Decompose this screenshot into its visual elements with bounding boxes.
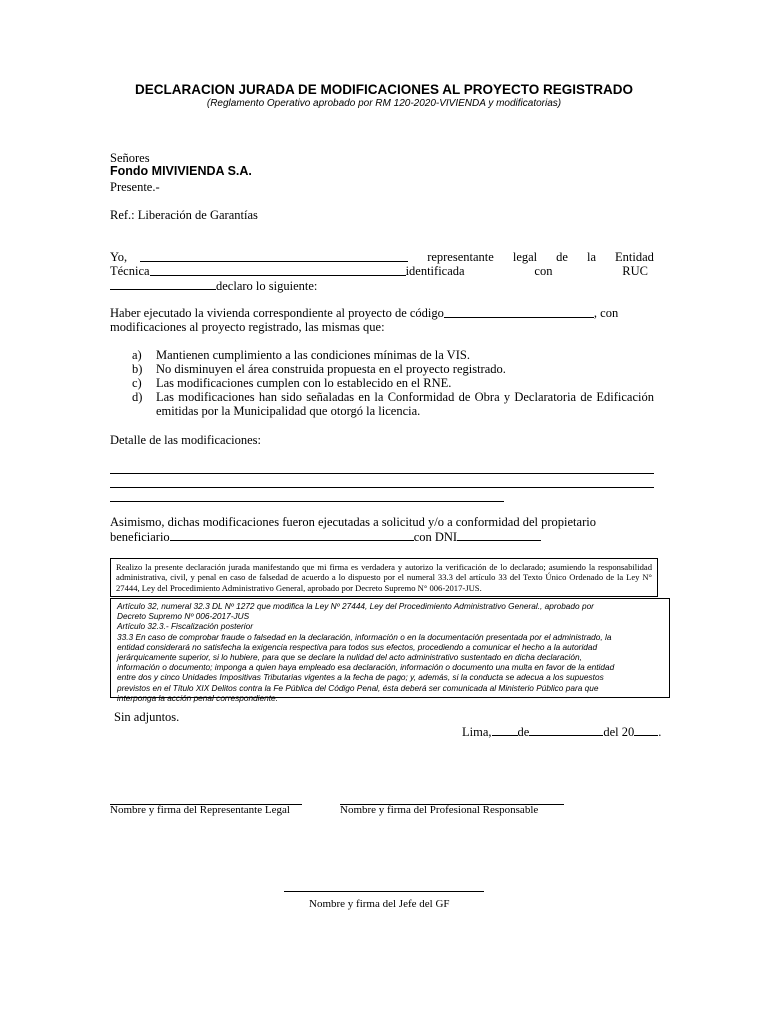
month-field[interactable] bbox=[529, 724, 603, 736]
name-field[interactable] bbox=[140, 250, 408, 262]
signature-line-jefe[interactable] bbox=[284, 891, 484, 892]
signature-label-legal-rep: Nombre y firma del Representante Legal bbox=[110, 804, 290, 816]
conditions-list bbox=[132, 348, 654, 418]
recipient-company: Fondo MIVIVIENDA S.A. bbox=[110, 164, 252, 178]
list-item bbox=[132, 362, 654, 376]
item-marker: a) bbox=[132, 348, 142, 362]
declarant-line-2 bbox=[110, 264, 654, 279]
word-legal: legal bbox=[512, 250, 538, 264]
item-text: Mantienen cumplimiento a las condiciones mínimas de la VIS. bbox=[156, 348, 470, 362]
law-line: interponga la acción penal correspondiente. bbox=[117, 692, 278, 703]
document-subtitle: (Reglamento Operativo aprobado por RM 120-2020-VIVIENDA y modificatorias) bbox=[206, 98, 562, 109]
presente: Presente.- bbox=[110, 180, 160, 194]
word-tecnica: Técnica bbox=[110, 264, 150, 278]
law-line: 33.3 En caso de comprobar fraude o falsedad en la declaración, información o en la documentación presentada por el administrado, la bbox=[117, 631, 612, 642]
law-line: entidad considerará no satisfecha la exigencia respectiva para todos sus efectos, procediendo a comunicar el hecho a la autoridad bbox=[117, 641, 598, 652]
word-del: del 20 bbox=[603, 725, 635, 739]
year-field[interactable] bbox=[634, 724, 658, 736]
law-line: previstos en el Título XIX Delitos contra la Fe Pública del Código Penal, ésta deberá ser comunicada al Ministerio Público para que bbox=[117, 682, 599, 693]
word-ruc: RUC bbox=[622, 264, 648, 278]
detail-line-3[interactable] bbox=[110, 501, 504, 502]
salutation: Señores bbox=[110, 151, 150, 165]
item-marker: b) bbox=[132, 362, 143, 376]
item-marker: c) bbox=[132, 376, 142, 390]
word-con: con bbox=[534, 264, 553, 278]
word-identificada: identificada bbox=[405, 264, 465, 278]
date-line bbox=[462, 724, 661, 740]
law-line: entre dos y cinco Unidades Impositivas Tributarias vigentes a la fecha de pago; y, además, si la conducta se adecua a los supuestos bbox=[117, 672, 604, 683]
item-text: No disminuyen el área construida propuesta en el proyecto registrado. bbox=[156, 362, 506, 376]
document-title: DECLARACION JURADA DE MODIFICACIONES AL PROYECTO REGISTRADO bbox=[134, 82, 634, 97]
law-line: jerárquicamente superior, si lo hubiere, para que se declare la nulidad del acto administrativo sustentado en dicha declaración, bbox=[117, 652, 582, 663]
list-item bbox=[132, 390, 654, 418]
statement-con: , con bbox=[593, 306, 619, 320]
entity-field[interactable] bbox=[150, 264, 406, 276]
word-de: de bbox=[556, 250, 568, 264]
law-line: Artículo 32.3.- Fiscalización posterior bbox=[117, 621, 254, 632]
word-con-dni: con DNI bbox=[413, 530, 458, 544]
reference: Ref.: Liberación de Garantías bbox=[110, 208, 258, 222]
date-period: . bbox=[658, 725, 662, 739]
signature-label-jefe: Nombre y firma del Jefe del GF bbox=[309, 898, 450, 910]
detail-line-2[interactable] bbox=[110, 487, 654, 488]
tecnica-group bbox=[110, 264, 465, 279]
item-text: Las modificaciones han sido señaladas en la Conformidad de Obra y Declaratoria de Edificación emitidas por la Municipalidad que otorgó la licencia. bbox=[156, 390, 654, 418]
law-reference-box bbox=[110, 598, 670, 703]
law-line: información o documento; imponga a quien haya empleado esa declaración, información o documento una multa en favor de la entidad bbox=[117, 662, 615, 673]
asimismo-line-1: Asimismo, dichas modificaciones fueron ejecutadas a solicitud y/o a conformidad del propietario bbox=[110, 515, 596, 529]
item-marker: d) bbox=[132, 390, 143, 404]
declaro-text: declaro lo siguiente: bbox=[216, 279, 318, 293]
statement-line-2: modificaciones al proyecto registrado, las mismas que: bbox=[110, 320, 385, 334]
declarant-line-1 bbox=[110, 250, 654, 265]
detalle-label: Detalle de las modificaciones: bbox=[110, 433, 261, 447]
declarant-line-3 bbox=[110, 278, 317, 294]
legal-declaration-box: Realizo la presente declaración jurada manifestando que mi firma es verdadera y autorizo la verificación de lo declarado; asumiendo la responsabilidad administrativa, civil, y penal en caso de falsedad de acuerdo a lo dispuesto por el numeral 33.3 del artículo 33 del Texto Único Ordenado de la Ley N° 27444, Ley del Procedimiento Administrativo General, aprobado por Decreto Supremo N° 006-2017-JUS. bbox=[110, 558, 658, 597]
signature-label-professional: Nombre y firma del Profesional Responsable bbox=[340, 804, 539, 816]
list-item bbox=[132, 348, 654, 362]
word-lima: Lima, bbox=[462, 725, 492, 739]
sin-adjuntos: Sin adjuntos. bbox=[114, 710, 180, 724]
asimismo-line-2 bbox=[110, 529, 541, 545]
law-line: Decreto Supremo Nº 006-2017-JUS bbox=[117, 611, 250, 622]
project-code-field[interactable] bbox=[444, 306, 594, 318]
word-yo: Yo, bbox=[110, 250, 128, 264]
day-field[interactable] bbox=[492, 724, 518, 736]
item-text: Las modificaciones cumplen con lo establecido en el RNE. bbox=[156, 376, 452, 390]
word-la: la bbox=[586, 250, 597, 264]
word-representante: representante bbox=[427, 250, 494, 264]
statement-text: Haber ejecutado la vivienda correspondiente al proyecto de código bbox=[110, 306, 444, 320]
list-item bbox=[132, 376, 654, 390]
word-entidad: Entidad bbox=[615, 250, 654, 264]
statement-group bbox=[110, 306, 618, 321]
word-beneficiario: beneficiario bbox=[110, 530, 170, 544]
dni-field[interactable] bbox=[457, 529, 541, 541]
statement-line-1 bbox=[110, 306, 654, 321]
ruc-field[interactable] bbox=[110, 278, 216, 290]
word-de-date: de bbox=[517, 725, 530, 739]
owner-field[interactable] bbox=[170, 529, 414, 541]
law-line: Artículo 32, numeral 32.3 DL Nº 1272 que modifica la Ley Nº 27444, Ley del Procedimiento Administrativo General., aprobado por bbox=[117, 601, 594, 611]
detail-line-1[interactable] bbox=[110, 473, 654, 474]
